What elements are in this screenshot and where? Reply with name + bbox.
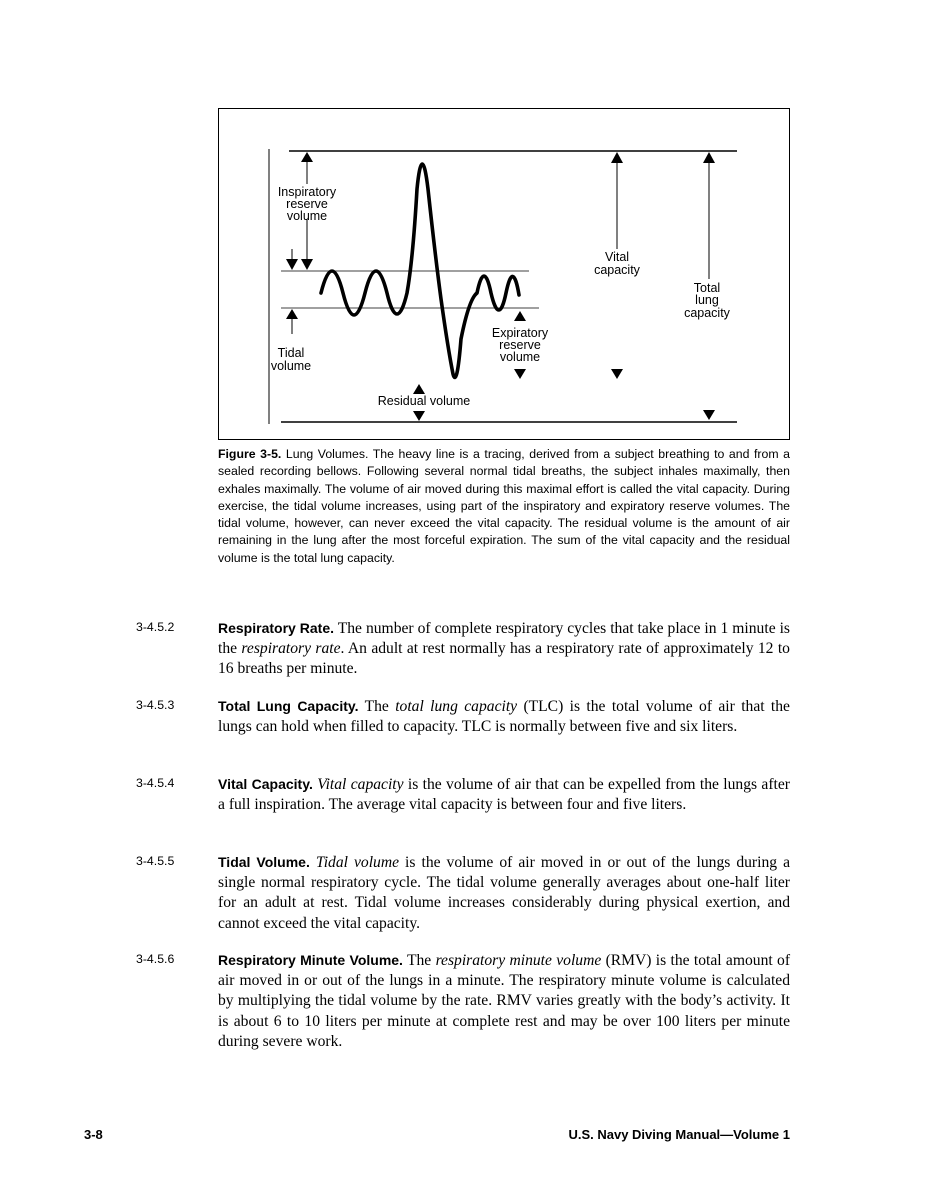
vc-label-line2: capacity [594, 263, 640, 277]
section-term: respiratory rate [241, 640, 341, 658]
section-number: 3-4.5.6 [136, 952, 175, 966]
irv-label-line2: reserve [286, 197, 328, 211]
section-number: 3-4.5.5 [136, 854, 175, 868]
section-title: Vital Capacity. [218, 776, 313, 792]
section-body [218, 950, 790, 1052]
section-text: The number of complete respiratory cycles that take place in 1 minute is the [218, 620, 790, 658]
section-text: (RMV) is the total amount of air moved in or out of the lungs in a minute. The respiratory minute volume is calculated by multiplying the tidal volume by the rate. RMV varies greatly with the body’s activity. It is about 6 to 10 liters per minute at complete rest and may be over 100 liters per minute during severe work. [218, 952, 791, 1050]
rv-down-arrowhead [413, 411, 425, 421]
section-title: Tidal Volume. [218, 854, 310, 870]
page-number: 3-8 [84, 1127, 103, 1142]
section-number: 3-4.5.3 [136, 698, 175, 712]
irv-label-line1: Inspiratory [277, 185, 337, 199]
section-text: (TLC) is the total volume of air that the lungs can hold when filled to capacity. TLC is normally between five and six liters. [218, 698, 790, 736]
lung-volumes-diagram [219, 109, 791, 441]
vc-up-arrowhead [611, 152, 623, 163]
section-body [218, 774, 790, 815]
erv-label-line1: Expiratory [491, 326, 549, 340]
irv-down-arrowhead [301, 259, 313, 270]
lung-volumes-figure [218, 108, 790, 440]
section-number: 3-4.5.2 [136, 620, 175, 634]
manual-title: U.S. Navy Diving Manual—Volume 1 [568, 1127, 790, 1142]
section-body [218, 696, 790, 737]
figure-caption-text: Lung Volumes. The heavy line is a tracing, derived from a subject breathing to and from a sealed recording bellows. Following several normal tidal breaths, the subject inhales maximally, then exhales maximally. The volume of air moved during this maximal effort is called the vital capacity. During exercise, the tidal volume increases, using part of the inspiratory and expiratory reserve volumes. The tidal volume, however, can never exceed the vital capacity. The residual volume is the amount of air remaining in the lung after the most forceful expiration. The sum of the vital capacity and the residual volume is the total lung capacity. [218, 447, 790, 565]
tidal-top-arrowhead [286, 259, 298, 270]
section-term: respiratory minute volume [435, 952, 602, 969]
section-body [218, 852, 790, 934]
erv-down-arrowhead [514, 369, 526, 379]
tlc-down-arrowhead [703, 410, 715, 420]
section-title: Respiratory Minute Volume. [218, 952, 403, 968]
section-text: The [402, 952, 436, 969]
figure-number: Figure 3-5. [218, 447, 282, 461]
erv-label-line2: reserve [499, 338, 541, 352]
section-body [218, 618, 790, 680]
erv-up-arrowhead [514, 311, 526, 321]
section-text: The [358, 698, 396, 715]
section-number: 3-4.5.4 [136, 776, 175, 790]
section-title: Respiratory Rate. [218, 620, 335, 636]
section-term: total lung capacity [395, 698, 518, 715]
section-text: is the volume of air that can be expelled from the lungs after a full inspiration. The average vital capacity is between four and five liters. [218, 776, 790, 814]
rv-label: Residual volume [377, 394, 471, 408]
tlc-up-arrowhead [703, 152, 715, 163]
section-term: Tidal volume [315, 854, 400, 871]
tv-label-line2: volume [270, 359, 312, 373]
section-text: . An adult at rest normally has a respiratory rate of approximately 12 to 16 breaths per minute. [218, 640, 790, 678]
tv-label-line1: Tidal [277, 346, 305, 360]
vc-label-line1: Vital [604, 250, 630, 264]
figure-caption [218, 446, 790, 567]
vc-down-arrowhead [611, 369, 623, 379]
erv-label-line3: volume [499, 350, 541, 364]
section-title: Total Lung Capacity. [218, 698, 359, 714]
tlc-label-line1: Total [693, 281, 721, 295]
section-text: is the volume of air moved in or out of the lungs during a single normal respiratory cycle. The tidal volume generally averages about one-half liter for an adult at rest. Tidal volume increases considerably during physical exertion, and cannot exceed the vital capacity. [218, 854, 790, 932]
tidal-up-arrowhead [286, 309, 298, 319]
irv-label-line3: volume [286, 209, 328, 223]
irv-up-arrowhead [301, 152, 313, 162]
tlc-label-line2: lung [695, 293, 719, 307]
rv-up-arrowhead [413, 384, 425, 394]
tlc-label-line3: capacity [684, 306, 730, 320]
section-term: Vital capacity [317, 776, 404, 793]
